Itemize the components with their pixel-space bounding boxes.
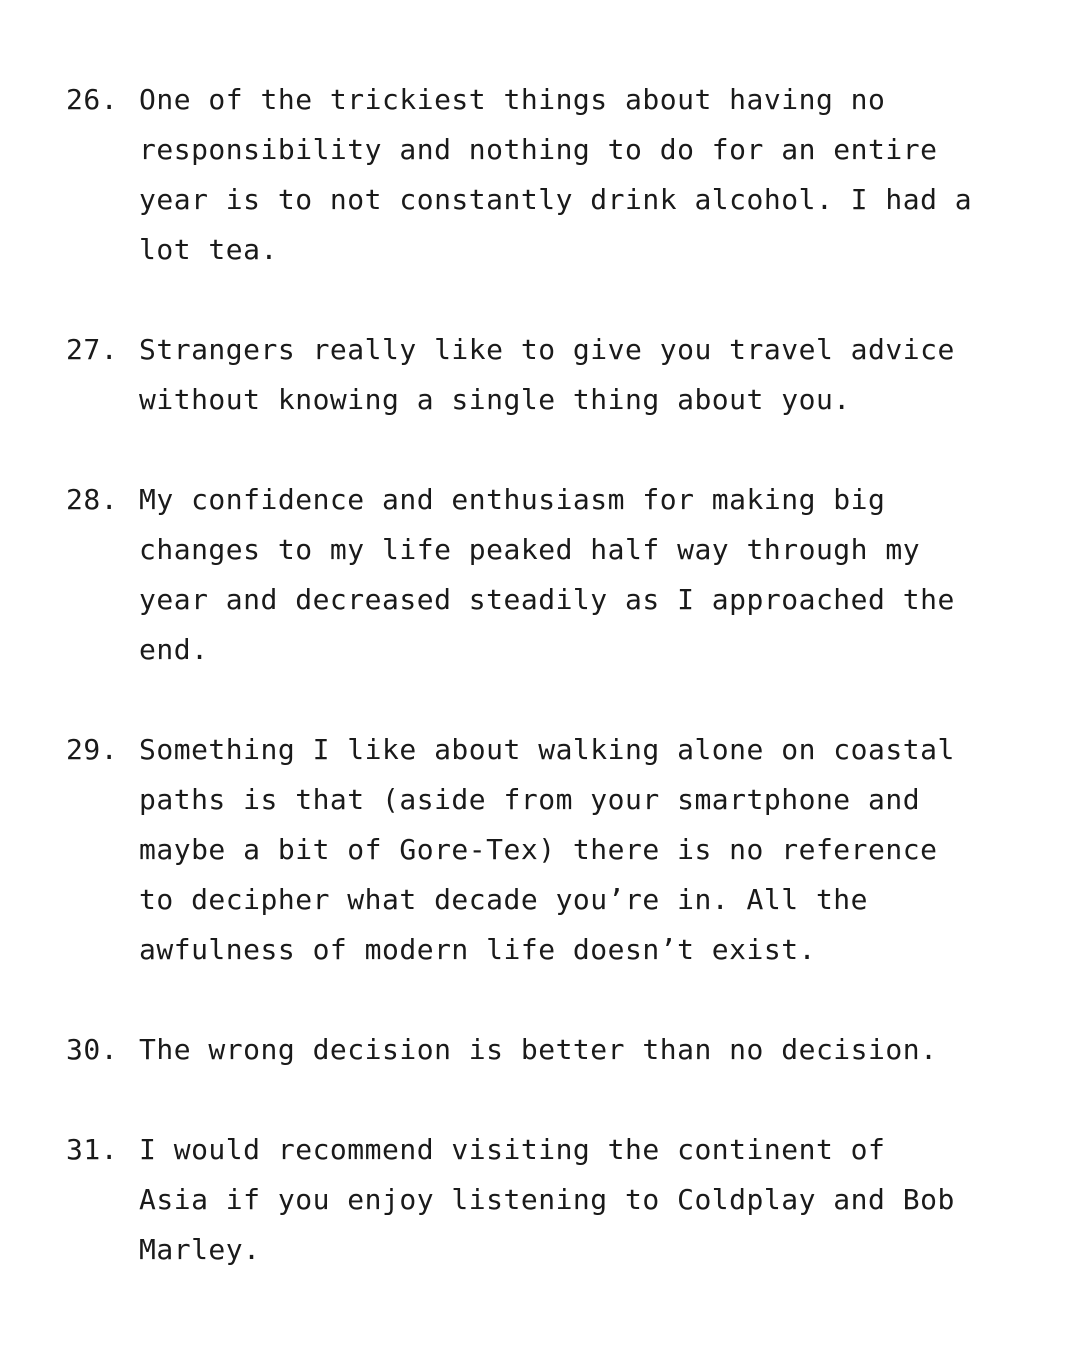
list-item (66, 325, 1026, 425)
item-number: 29. (66, 733, 119, 766)
item-number: 30. (66, 1033, 119, 1066)
item-number: 31. (66, 1133, 119, 1166)
item-text (139, 1025, 1026, 1075)
item-number: 27. (66, 333, 119, 366)
text-line: Asia if you enjoy listening to Coldplay and Bob (139, 1183, 955, 1216)
list-item (66, 75, 1026, 275)
numbered-list (66, 75, 1026, 1325)
text-line: lot tea. (139, 233, 278, 266)
list-item (66, 725, 1026, 975)
item-text (139, 725, 1026, 975)
text-line: responsibility and nothing to do for an entire (139, 133, 938, 166)
text-line: The wrong decision is better than no decision. (139, 1033, 938, 1066)
text-line: Strangers really like to give you travel advice (139, 333, 955, 366)
list-item (66, 475, 1026, 675)
item-text (139, 325, 1026, 425)
list-item (66, 1125, 1026, 1275)
text-line: year and decreased steadily as I approached the (139, 583, 955, 616)
text-line: year is to not constantly drink alcohol. I had a (139, 183, 973, 216)
item-number: 28. (66, 483, 119, 516)
item-text (139, 75, 1026, 275)
text-line: paths is that (aside from your smartphone and (139, 783, 921, 816)
list-item (66, 1025, 1026, 1075)
text-line: My confidence and enthusiasm for making big (139, 483, 886, 516)
text-line: end. (139, 633, 209, 666)
item-text (139, 1125, 1026, 1275)
text-line: to decipher what decade you’re in. All the (139, 883, 869, 916)
text-line: changes to my life peaked half way through my (139, 533, 921, 566)
text-line: without knowing a single thing about you. (139, 383, 851, 416)
text-line: maybe a bit of Gore-Tex) there is no reference (139, 833, 938, 866)
text-line: One of the trickiest things about having no (139, 83, 886, 116)
text-line: Marley. (139, 1233, 261, 1266)
text-line: I would recommend visiting the continent of (139, 1133, 886, 1166)
text-line: Something I like about walking alone on coastal (139, 733, 955, 766)
item-number: 26. (66, 83, 119, 116)
item-text (139, 475, 1026, 675)
text-line: awfulness of modern life doesn’t exist. (139, 933, 816, 966)
